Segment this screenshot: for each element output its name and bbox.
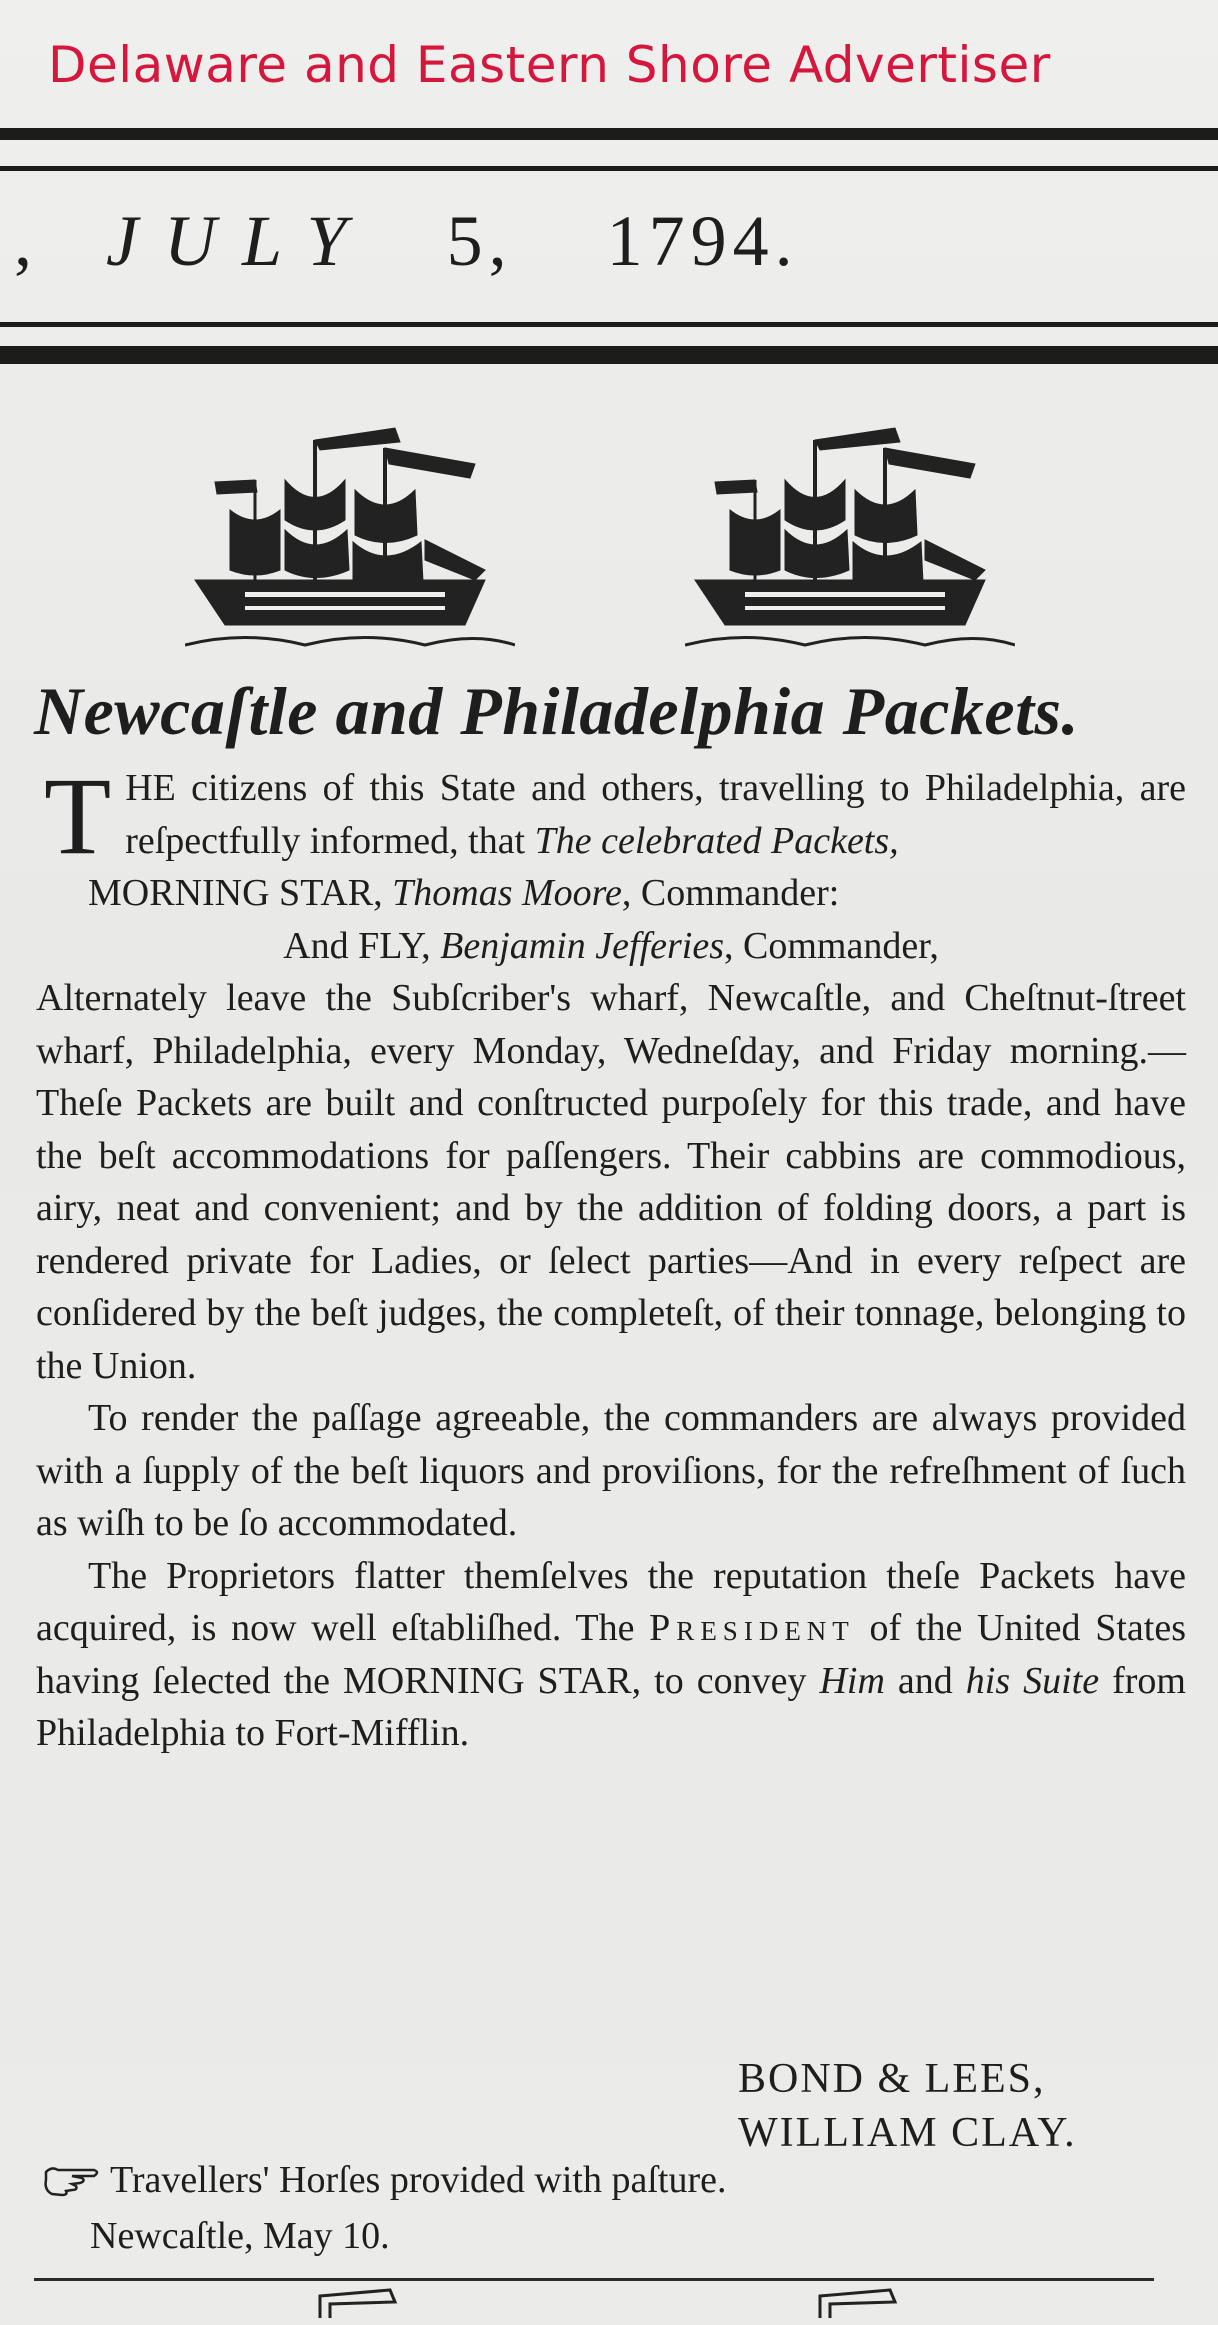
drop-cap: T (44, 755, 112, 877)
para3-suite: his Suite (965, 1659, 1100, 1702)
next-ad-ship-fragment (800, 2288, 960, 2318)
para3-text-b: of the United States having ſelected the MORNING STAR, to convey (36, 1607, 1186, 1702)
horses-note (42, 2158, 1142, 2202)
ship2-commander: Benjamin Jefferies (440, 924, 725, 967)
date-rule-thick (0, 346, 1218, 364)
ship-illustrations (0, 420, 1218, 670)
ad-body (36, 755, 1186, 1760)
ad-headline: Newcaſtle and Philadelphia Packets. (34, 673, 1079, 749)
ship1-commander: Thomas Moore (392, 872, 622, 914)
ship1-name: MORNING STAR, (88, 872, 393, 914)
top-rule-thick (0, 128, 1218, 140)
next-ad-ship-fragment (300, 2288, 460, 2318)
para3-president: President (649, 1607, 855, 1649)
para3-him: Him (819, 1659, 885, 1702)
ship2-line (36, 920, 1186, 973)
date-day: 5, (446, 201, 513, 281)
intro-packets: The celebrated Packets, (534, 819, 899, 862)
signer-bond-lees: BOND & LEES, (738, 2056, 1046, 2102)
para3-text-a: The Proprietors flatter themſelves the reputation theſe Packets have acquired, is now well eſtabliſhed. The (36, 1554, 1186, 1649)
signatories (738, 2052, 1178, 2160)
sailing-ship-icon (185, 420, 515, 660)
paragraph-2: To render the paſſage agreeable, the commanders are always provided with a ſupply of the beſt liquors and proviſions, for the refreſhment of ſuch as wiſh to be ſo accommodated. (36, 1397, 1186, 1544)
sailing-ship-icon (685, 420, 1015, 660)
intro-text: HE citizens of this State and others, travelling to Philadelphia, are reſpectfully informed, that (125, 767, 1186, 862)
paragraph-1: Alternately leave the Subſcriber's wharf, Newcaſtle, and Cheſtnut-ſtreet wharf, Philadelphia, every Monday, Wedneſday, and Friday morning.—Theſe Packets are built and conſtructed purpoſely for this trade, and have the beſt accommodations for paſſengers. Their cabbins are commodious, airy, neat and convenient; and by the addition of folding doors, a part is rendered private for Ladies, or ſelect parties—And in every reſpect are conſidered by the beſt judges, the completeſt, of their tonnage, belonging to the Union. (36, 977, 1186, 1387)
para3-text-d: from Philadelphia to Fort-Mifflin. (36, 1659, 1186, 1754)
top-rule-thin (0, 166, 1218, 171)
ship2-role: , Commander, (724, 924, 939, 967)
date-month: JULY (106, 201, 373, 281)
bottom-rule (34, 2278, 1154, 2281)
signer-william-clay: WILLIAM CLAY. (738, 2110, 1077, 2156)
pointing-hand-icon (42, 2162, 102, 2198)
date-year: 1794. (606, 201, 799, 281)
ship1-role: , Commander: (621, 872, 840, 914)
ship2-name: And FLY, (283, 924, 441, 967)
date-rule-thin (0, 322, 1218, 327)
place-date: Newcaſtle, May 10. (90, 2215, 390, 2257)
date-comma: , (14, 201, 38, 281)
masthead-date (14, 200, 1114, 283)
intro-paragraph (36, 755, 1186, 877)
publication-title: Delaware and Eastern Shore Advertiser (48, 36, 1051, 94)
horses-note-text: Travellers' Horſes provided with paſture. (110, 2159, 727, 2201)
paragraph-3 (36, 1550, 1186, 1760)
para3-text-c: and (884, 1659, 966, 1702)
ship1-line (36, 867, 1186, 920)
